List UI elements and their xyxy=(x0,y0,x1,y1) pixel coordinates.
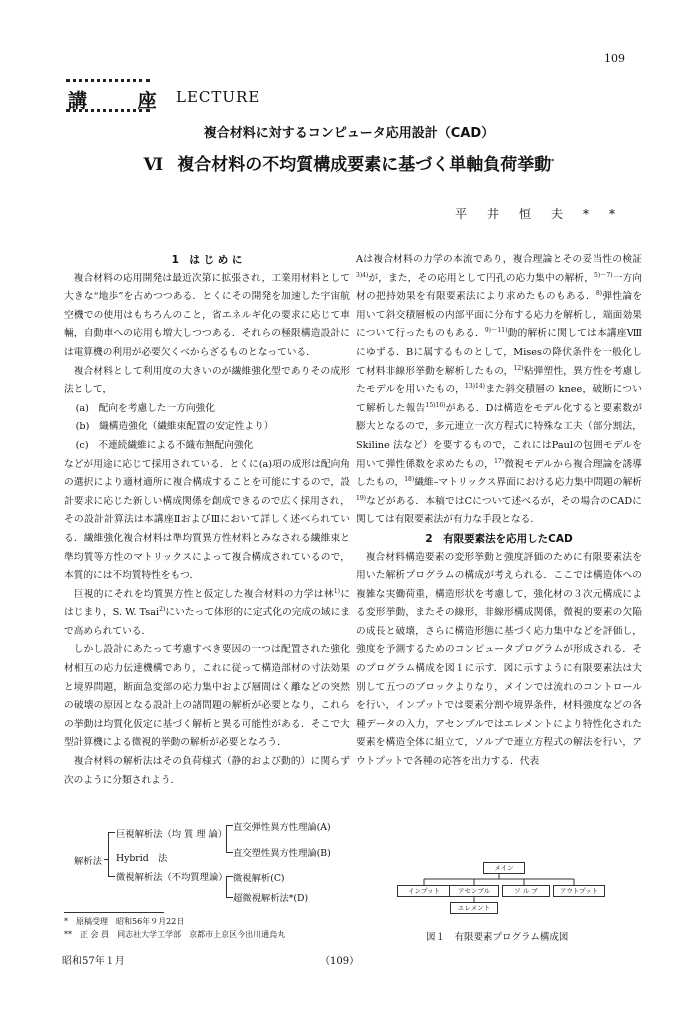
footnote xyxy=(64,929,285,940)
text-run: が，また，その応用として円孔の応力集中の解析， xyxy=(368,272,595,284)
page-number: 109 xyxy=(604,52,625,65)
figure-box-solve: ソ ル ブ xyxy=(502,885,550,897)
tree-leaf: 直交塑性異方性理論(B) xyxy=(233,848,331,859)
text-run: 動的解析に関しては本講座Ⅷにゆずる．Bに属するものとして，Misesの降伏条件を一般化して材料非線形挙動を解析したもの， xyxy=(356,328,642,377)
text-run: 巨視的にそれを均質異方性と仮定した複合材料の力学は林 xyxy=(73,588,334,600)
paragraph: などが用途に応じて採用されている．とくに(a)項の成形は配向角の選択により適材適所に複合構成することを可能にするので，設計要求に応じた新しい構成関係を創成できるので広く採用され，その設計計算法は本講座ⅡおよびⅢにおいて詳しく述べられている．繊維強化複合材料は準均質異方性材料とみなされる繊維束と準均質等方性のマトリックスによって複合構成されているので，本質的には不均質特性をもつ． xyxy=(64,458,350,582)
citation: 1) xyxy=(333,587,340,595)
tree-bracket xyxy=(226,876,233,898)
text-run: にはじまり，S. W. Tsai xyxy=(64,588,351,619)
tree-leaf: 微視解析(C) xyxy=(233,873,285,884)
figure-box-main: メイン xyxy=(483,862,525,874)
text-run: 微視モデルから複合理論を誘導したもの， xyxy=(356,458,642,489)
footnote-text: 正 会 員 同志社大学工学部 京都市上京区今出川通烏丸 xyxy=(80,930,286,939)
section-label-en: LECTURE xyxy=(176,88,261,106)
citation: 8) xyxy=(595,289,603,297)
tree-root: 解析法 xyxy=(74,856,102,867)
tree-connector xyxy=(104,859,108,860)
section-label: 講 座 xyxy=(68,90,179,112)
footnote-rule xyxy=(64,912,164,913)
classification-tree xyxy=(74,824,364,914)
title-text: 複合材料の不均質構成要素に基づく単軸負荷挙動 xyxy=(177,155,552,175)
footnote-mark: * xyxy=(64,917,68,926)
citation: 17) xyxy=(494,457,505,465)
text-run: 弾性論を用いて斜交積層板の内部平面に分布する応力を解析し，端面効果について行ったものもある． xyxy=(356,291,643,340)
tree-branch: 微視解析法（不均質理論） xyxy=(116,872,228,883)
text-run: などがある．本稿ではCについて述べるが，その場合のCADに関しては有限要素法が有力な手段となる． xyxy=(356,495,642,526)
author: 平井恒夫** xyxy=(455,207,636,221)
tree-bracket xyxy=(108,832,115,877)
text-run: また斜交積層の knee，破断について解析した報告 xyxy=(356,384,642,414)
tree-branch: 巨視解析法（均 質 理 論） xyxy=(116,829,228,840)
paragraph: しかし設計にあたって考慮すべき要因の一つは配置された強化材相互の応力伝達機構であり，これに従って構造部材の寸法効果と境界問題，断面急変部の応力集中および層間はく離などの突然の破壊の原因となる設計上の諸問題の解析が必要となり，これらの挙動は均質化仮定に基づく解析と異る可能性がある．そこで大型計算機による微視的挙動の解析が必要となろう． xyxy=(64,644,350,749)
text-run: 繊維–マトリックス界面における応力集中問題の解析 xyxy=(414,477,642,489)
paragraph: 複合材料として利用度の大きいのが繊維強化型でありその成形法として， xyxy=(64,365,350,396)
header-rule-top xyxy=(66,79,150,82)
left-column xyxy=(64,251,350,790)
citation: 18) xyxy=(404,475,415,483)
paragraph: 複合材料構造要素の変形挙動と強度評価のために有限要素法を用いた解析プログラムの構成が考えられる．ここでは構造体への複雑な実働荷重，構造形状を考慮して，強化材の３次元構成による変形挙動，またその線形，非線形構成関係，微視的要素の欠陥の成長と破壊，さらに構造形態に基づく応力集中などを評価し，強度を予測するためのコンピュータプログラムが形成される．そのプログラム構成を図１に示す．図に示すように有限要素法は大別して五つのブロックよりなり，メインでは流れのコントロールを行い，インプットでは要素分割や境界条件，材料強度などの各種データの入力，アセンブルではエレメントにより特性化された要素を構造全体に組立て，ソルブで連立方程式の解法を行い，アウトプットで各種の応答を出力する．代表 xyxy=(356,551,642,768)
title-number: Ⅵ xyxy=(143,155,164,175)
footnote-text: 原稿受理 昭和56年９月22日 xyxy=(76,917,185,926)
section-heading-intro: 1 は じ め に xyxy=(171,254,243,266)
citation: 2) xyxy=(159,606,166,614)
figure-box-assemble: アセンブル xyxy=(449,885,499,897)
text-run: 一方向材の把持効果を有限要素法により求めたものもある． xyxy=(356,272,642,303)
paragraph xyxy=(64,586,350,642)
list-item: (b) 織構造強化（繊維束配置の安定性より） xyxy=(75,421,274,433)
footer-date: 昭和57年１月 xyxy=(62,956,125,967)
section-heading-fem-cad: 2 有限要素法を応用したCAD xyxy=(425,532,573,545)
footnote-mark: ** xyxy=(64,930,72,939)
figure-caption: 図１ 有限要素プログラム構成図 xyxy=(426,932,569,943)
title-footnote-mark: * xyxy=(551,158,555,166)
citation: 5)〜7) xyxy=(594,271,613,279)
text-run: にいたって体形的に定式化の完成の域にまで高められている． xyxy=(64,607,350,637)
paragraph: 複合材料の応用開発は最近次第に拡張され，工業用材料として大きな“地歩”を占めつつある．とくにその開発を加速した宇宙航空機での使用はもちろんのこと，省エネルギ化の要求に応じて車輛，自動車への応用も増大しつつある．それらの極限構造設計には電算機の利用が必要欠くべからざるものとなっている． xyxy=(64,272,350,358)
right-column xyxy=(356,251,642,772)
tree-leaf: 超微視解析法*(D) xyxy=(233,893,309,904)
citation: 3)4) xyxy=(356,271,369,279)
citation: 9)〜11) xyxy=(484,327,508,335)
tree-leaf: 直交弾性異方性理論(A) xyxy=(233,822,331,833)
citation: 12) xyxy=(513,364,524,372)
paragraph: 複合材料の解析法はその負荷様式（静的および動的）に関らず次のように分類されよう． xyxy=(64,756,350,786)
tree-branch: Hybrid 法 xyxy=(116,853,168,864)
article-title xyxy=(0,150,698,175)
citation: 13)14) xyxy=(465,382,485,390)
figure-box-input: インプット xyxy=(397,885,451,897)
citation: 19) xyxy=(356,494,366,502)
list-item: (c) 不連続繊維による不織布無配向強化 xyxy=(75,439,254,451)
citation: 15)16) xyxy=(425,401,446,409)
text-run: がある．Dは構造をモデル化すると要素数が膨大となるので，多元連立一次方程式に特殊な工夫（部分割法，Skiline 法など）を要するもので，これにはPaulの包囲モデルを用いて弾性係数を求めたもの， xyxy=(356,402,643,470)
text-run: Aは複合材料の力学の本流であり，複合理論とその妥当性の検証 xyxy=(356,254,642,265)
figure-box-output: アウトプット xyxy=(553,885,605,897)
footnote xyxy=(64,916,184,927)
figure-box-element: エレメント xyxy=(450,902,498,914)
series-title: 複合材料に対するコンピュータ応用設計（CAD） xyxy=(203,126,495,141)
list-item: (a) 配向を考慮した一方向強化 xyxy=(75,402,215,414)
tree-bracket xyxy=(226,825,233,853)
footer-page: （109） xyxy=(320,956,360,967)
paragraph xyxy=(356,251,642,530)
text-run: 粘弾塑性，異方性を考慮したモデルを用いたもの， xyxy=(356,365,642,396)
